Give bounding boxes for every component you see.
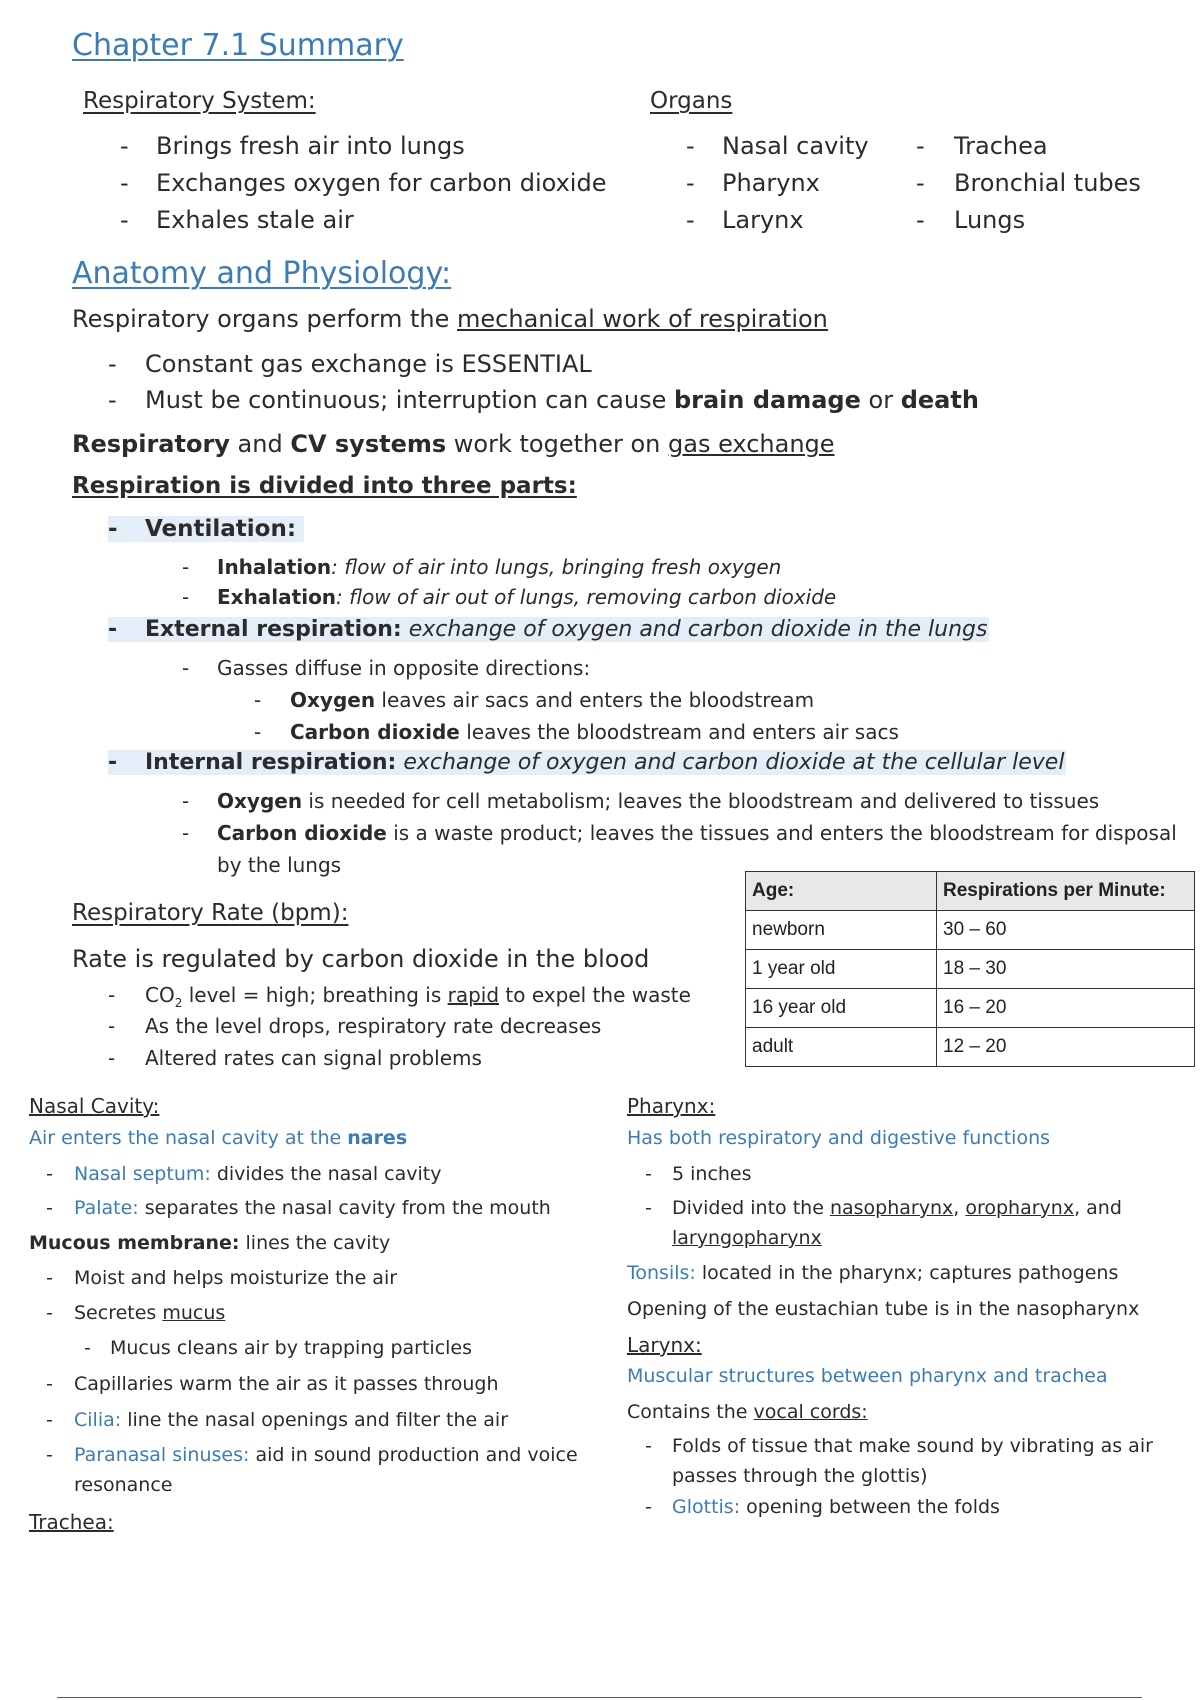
larynx-heading: Larynx: [627,1333,702,1357]
oxygen-line: Oxygen leaves air sacs and enters the bloodstream [290,688,815,712]
list-item: Brings fresh air into lungs [156,132,465,160]
mucous-membrane-line: Mucous membrane: lines the cavity [29,1232,391,1254]
table-row [746,911,1195,950]
list-dash: - [46,1409,53,1431]
list-dash: - [182,585,190,609]
list-item: As the level drops, respiratory rate decreases [145,1014,602,1038]
table-cell: 18 – 30 [937,950,1195,989]
list-dash: - [46,1302,53,1324]
cilia-line: Cilia: line the nasal openings and filter the air [74,1409,509,1431]
list-dash: - [108,386,117,414]
page-title: Chapter 7.1 Summary [72,28,404,63]
internal-oxygen-line: Oxygen is needed for cell metabolism; leaves the bloodstream and delivered to tissues [217,789,1100,813]
table-row [746,950,1195,989]
organ-item: Lungs [954,206,1026,234]
organ-item: Nasal cavity [722,132,869,160]
list-dash: - [645,1435,652,1457]
list-item: Mucus cleans air by trapping particles [110,1337,473,1359]
palate-line: Palate: separates the nasal cavity from the mouth [74,1197,551,1219]
list-item: Must be continuous; interruption can cause brain damage or death [145,386,979,414]
list-item: Altered rates can signal problems [145,1046,482,1070]
pharynx-intro: Has both respiratory and digestive functions [627,1127,1051,1149]
organ-item: Trachea [954,132,1048,160]
list-dash: - [182,789,190,813]
list-item: 5 inches [672,1163,752,1185]
list-dash: - [182,656,190,680]
list-dash: - [645,1163,652,1185]
internal-co2-cont: by the lungs [217,853,342,877]
list-dash: - [108,350,117,378]
diffuse-line: Gasses diffuse in opposite directions: [217,656,591,680]
organ-item: Bronchial tubes [954,169,1141,197]
list-item: Folds of tissue that make sound by vibrating as air [672,1435,1153,1457]
respiration-parts-heading: Respiration is divided into three parts: [72,473,577,499]
list-dash: - [108,1014,116,1038]
pharynx-heading: Pharynx: [627,1094,716,1118]
list-dash: - [686,169,695,197]
list-item: Exhales stale air [156,206,354,234]
respiratory-system-heading: Respiratory System: [83,88,316,114]
rate-intro: Rate is regulated by carbon dioxide in the blood [72,945,650,973]
list-dash: - [46,1444,53,1466]
nasal-intro: Air enters the nasal cavity at the nares [29,1127,408,1149]
list-dash: - [916,132,925,160]
list-dash: - [46,1267,53,1289]
anatomy-intro: Respiratory organs perform the mechanical work of respiration [72,305,828,333]
list-dash: - [46,1197,53,1219]
exhalation-line: Exhalation: flow of air out of lungs, removing carbon dioxide [217,585,837,609]
list-dash: - [46,1373,53,1395]
organs-heading: Organs [650,88,733,114]
organ-item: Larynx [722,206,804,234]
list-item-cont: passes through the glottis) [672,1465,928,1487]
list-dash: - [645,1496,652,1518]
list-dash: - [254,720,262,744]
list-dash: - [254,688,262,712]
ventilation-label: - Ventilation: [108,516,304,542]
organ-item: Pharynx [722,169,820,197]
list-dash: - [916,169,925,197]
table-header-row [746,872,1195,911]
table-cell: 16 year old [746,989,937,1028]
list-item: Capillaries warm the air as it passes through [74,1373,499,1395]
table-row [746,1028,1195,1067]
list-dash: - [182,821,190,845]
nasal-septum-line: Nasal septum: divides the nasal cavity [74,1163,442,1185]
page-divider [57,1697,1142,1698]
co2-level-line: $CO_2$ level = high; breathing is rapid to expel the waste [145,983,691,1010]
laryngopharynx-link: laryngopharynx [672,1227,822,1249]
internal-respiration-line: - Internal respiration: exchange of oxygen and carbon dioxide at the cellular level [108,750,1065,775]
trachea-heading: Trachea: [29,1510,114,1534]
mechanical-work-link: mechanical work of respiration [457,305,828,333]
cv-line: Respiratory and CV systems work together on gas exchange [72,430,835,458]
table-header-cell: Age: [746,872,937,911]
list-dash: - [108,1046,116,1070]
co2-line: Carbon dioxide leaves the bloodstream and enters air sacs [290,720,899,744]
nasal-cavity-heading: Nasal Cavity: [29,1094,160,1118]
anatomy-heading: Anatomy and Physiology: [72,256,452,291]
list-dash: - [46,1163,53,1185]
list-dash: - [916,206,925,234]
internal-co2-line: Carbon dioxide is a waste product; leaves the tissues and enters the bloodstream for disposal [217,821,1177,845]
tonsils-line: Tonsils: located in the pharynx; captures pathogens [627,1262,1119,1284]
list-item: Moist and helps moisturize the air [74,1267,398,1289]
larynx-intro: Muscular structures between pharynx and trachea [627,1365,1108,1387]
pharynx-divided-line: Divided into the nasopharynx, oropharynx, and [672,1197,1122,1219]
external-respiration-line: - External respiration: exchange of oxygen and carbon dioxide in the lungs [108,617,988,642]
list-dash: - [120,206,129,234]
list-dash: - [686,132,695,160]
vocal-cords-line: Contains the vocal cords: [627,1401,868,1423]
table-cell: 16 – 20 [937,989,1195,1028]
respiration-rate-table [745,871,1195,1067]
list-dash: - [84,1337,91,1359]
table-cell: 30 – 60 [937,911,1195,950]
sinus-line: Paranasal sinuses: aid in sound production and voice [74,1444,578,1466]
table-cell: adult [746,1028,937,1067]
glottis-line: Glottis: opening between the folds [672,1496,1000,1518]
respiratory-rate-heading: Respiratory Rate (bpm): [72,900,349,926]
eustachian-line: Opening of the eustachian tube is in the nasopharynx [627,1298,1140,1320]
table-row [746,989,1195,1028]
sinus-cont: resonance [74,1474,173,1496]
list-item: Constant gas exchange is ESSENTIAL [145,350,592,378]
table-cell: newborn [746,911,937,950]
list-dash: - [686,206,695,234]
list-dash: - [120,132,129,160]
table-cell: 1 year old [746,950,937,989]
list-item: Secretes mucus [74,1302,226,1324]
table-cell: 12 – 20 [937,1028,1195,1067]
inhalation-line: Inhalation: flow of air into lungs, bringing fresh oxygen [217,555,782,579]
list-dash: - [182,555,190,579]
list-item: Exchanges oxygen for carbon dioxide [156,169,607,197]
list-dash: - [645,1197,652,1219]
list-dash: - [108,983,116,1007]
table-header-cell: Respirations per Minute: [937,872,1195,911]
list-dash: - [120,169,129,197]
